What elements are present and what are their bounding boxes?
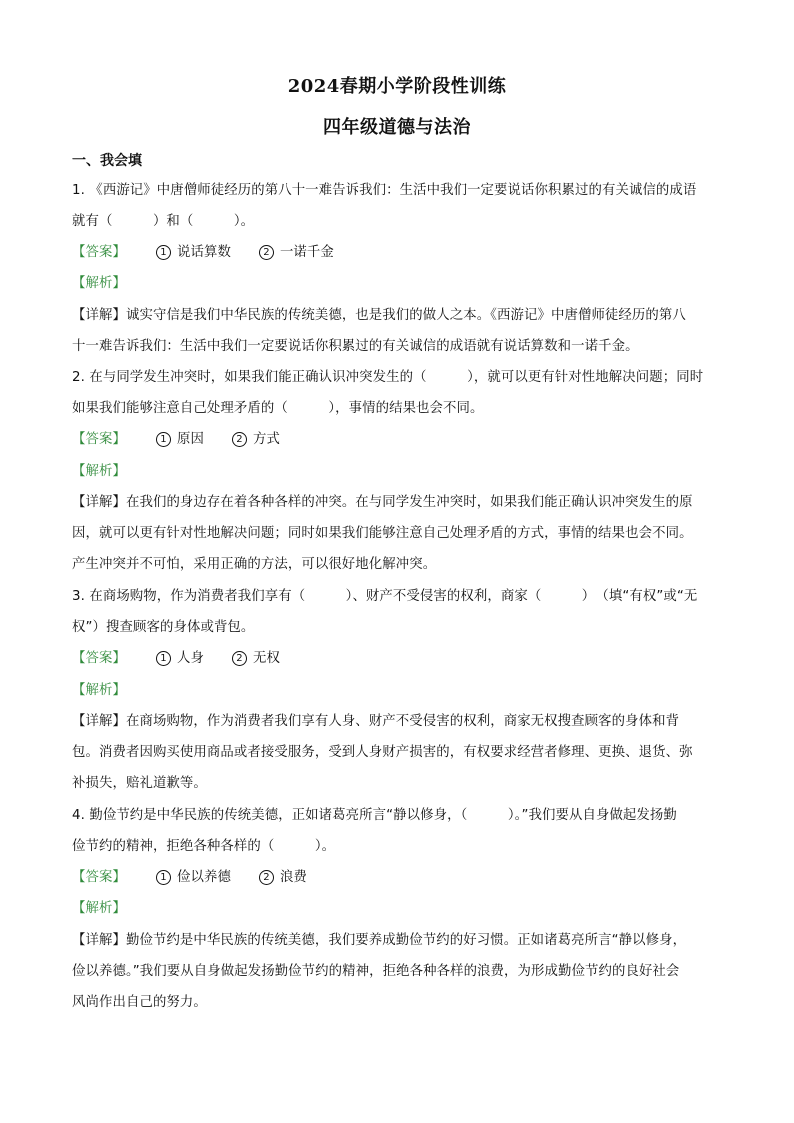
question-2-analysis	[72, 462, 724, 482]
question-4-detail-line-3: 风尚作出自己的努力。	[72, 995, 207, 1010]
answer-option	[232, 430, 280, 450]
question-4-stem-line-1: 4. 勤俭节约是中华民族的传统美德，正如诸葛亮所言“静以修身，（ ）。”我们要从自身做起发扬勤	[72, 808, 677, 823]
question-4-detail-line-2: 俭以养德。”我们要从自身做起发扬勤俭节约的精神，拒绝各种各样的浪费，为形成勤俭节约的良好社会	[72, 964, 680, 979]
question-3-detail-line-1	[72, 712, 724, 732]
question-3-detail-line-3: 补损失，赔礼道歉等。	[72, 776, 207, 791]
question-1-answer	[72, 243, 724, 263]
question-4-stem-line-2: 俭节约的精神，拒绝各种各样的（ ）。	[72, 839, 336, 854]
question-3-stem-line-1: 3. 在商场购物，作为消费者我们享有（ ）、财产不受侵害的权利，商家（ ） （填“有权”或“无	[72, 589, 698, 604]
answer-text: 方式	[252, 432, 280, 447]
question-4-answer	[72, 868, 724, 888]
detail-text: 诚实守信是我们中华民族的传统美德，也是我们的做人之本。《西游记》中唐僧师徒经历的第八	[125, 308, 686, 323]
answer-tag: 【答案】	[72, 651, 126, 666]
question-3-answer	[72, 649, 724, 669]
circled-number: 1	[156, 651, 171, 666]
question-4-detail-line-1	[72, 931, 724, 951]
detail-tag: 【详解】	[72, 308, 126, 323]
answer-tag: 【答案】	[72, 432, 126, 447]
answer-text: 说话算数	[176, 245, 231, 260]
analysis-tag: 【解析】	[72, 276, 126, 291]
circled-number: 2	[232, 432, 247, 447]
answer-text: 浪费	[279, 870, 307, 885]
analysis-tag: 【解析】	[72, 901, 126, 916]
circled-number: 2	[259, 245, 274, 260]
question-1-analysis	[72, 274, 724, 294]
detail-text: 在商场购物，作为消费者我们享有人身、财产不受侵害的权利，商家无权搜查顾客的身体和背	[125, 714, 680, 729]
answer-text: 无权	[252, 651, 280, 666]
question-2-answer	[72, 430, 724, 450]
answer-option	[156, 868, 231, 888]
answer-option	[156, 243, 231, 263]
question-1-detail-line-2: 十一难告诉我们：生活中我们一定要说话你积累过的有关诚信的成语就有说话算数和一诺千金。	[72, 339, 639, 354]
answer-tag: 【答案】	[72, 245, 126, 260]
question-1-detail-line-1	[72, 306, 724, 326]
question-2-stem-line-2: 如果我们能够注意自己处理矛盾的（ ），事情的结果也会不同。	[72, 401, 484, 416]
question-3-analysis	[72, 681, 724, 701]
detail-text: 在我们的身边存在着各种各样的冲突。在与同学发生冲突时，如果我们能正确认识冲突发生的原	[125, 495, 693, 510]
circled-number: 2	[232, 651, 247, 666]
answer-option	[156, 430, 204, 450]
question-4-analysis	[72, 899, 724, 919]
question-2-detail-line-2: 因，就可以更有针对性地解决问题；同时如果我们能够注意自己处理矛盾的方式，事情的结果也会不同。	[72, 526, 693, 541]
question-1-stem-line-2: 就有（ ）和（ ）。	[72, 214, 255, 229]
question-1-stem-line-1: 1. 《西游记》中唐僧师徒经历的第八十一难告诉我们：生活中我们一定要说话你积累过的有关诚信的成语	[72, 183, 697, 198]
answer-option	[259, 243, 334, 263]
answer-text: 俭以养德	[176, 870, 231, 885]
detail-tag: 【详解】	[72, 714, 126, 729]
answer-text: 原因	[176, 432, 204, 447]
circled-number: 1	[156, 432, 171, 447]
document-title: 2024春期小学阶段性训练	[287, 76, 507, 97]
circled-number: 2	[259, 870, 274, 885]
answer-text: 一诺千金	[279, 245, 334, 260]
detail-tag: 【详解】	[72, 933, 126, 948]
question-3-stem-line-2: 权”）搜查顾客的身体或背包。	[72, 620, 255, 635]
detail-tag: 【详解】	[72, 495, 126, 510]
question-3-detail-line-2: 包。消费者因购买使用商品或者接受服务，受到人身财产损害的，有权要求经营者修理、更换、退货、弥	[72, 745, 693, 760]
circled-number: 1	[156, 245, 171, 260]
answer-option	[156, 649, 204, 669]
section-heading: 一、我会填	[72, 153, 142, 169]
analysis-tag: 【解析】	[72, 464, 126, 479]
question-2-detail-line-1	[72, 493, 724, 513]
answer-option	[232, 649, 280, 669]
question-2-stem-line-1: 2. 在与同学发生冲突时，如果我们能正确认识冲突发生的（ ），就可以更有针对性地解决问题；同时	[72, 370, 704, 385]
answer-option	[259, 868, 307, 888]
question-2-detail-line-3: 产生冲突并不可怕，采用正确的方法，可以很好地化解冲突。	[72, 557, 437, 572]
circled-number: 1	[156, 870, 171, 885]
answer-text: 人身	[176, 651, 204, 666]
answer-tag: 【答案】	[72, 870, 126, 885]
analysis-tag: 【解析】	[72, 683, 126, 698]
document-subtitle: 四年级道德与法治	[323, 117, 471, 138]
detail-text: 勤俭节约是中华民族的传统美德，我们要养成勤俭节约的好习惯。正如诸葛亮所言“静以修身，	[125, 933, 687, 948]
